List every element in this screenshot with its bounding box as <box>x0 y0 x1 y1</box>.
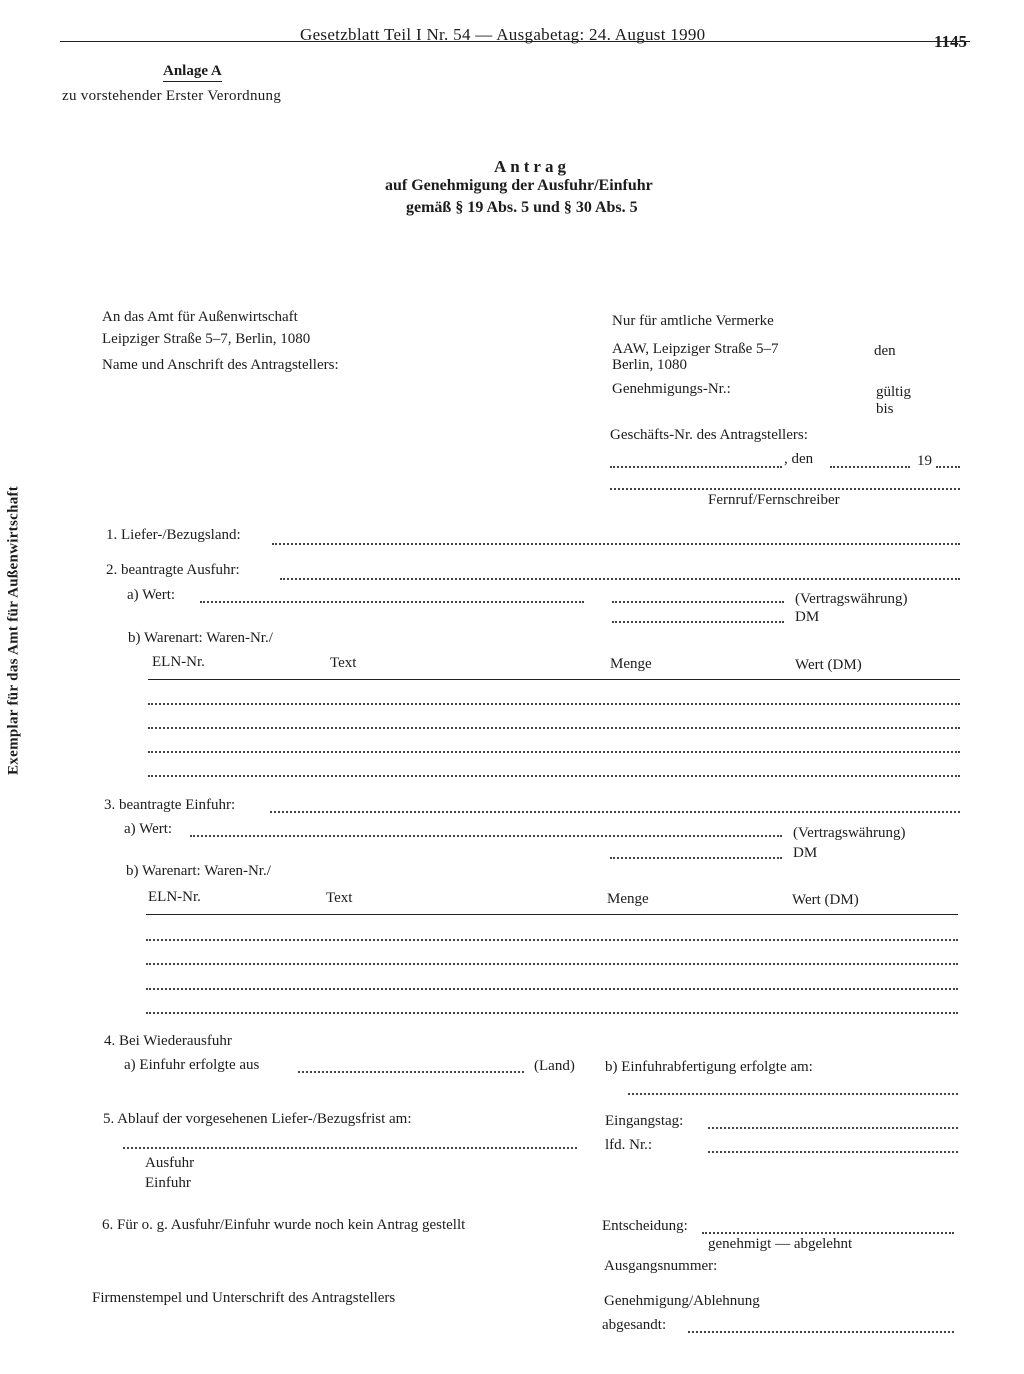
export-row-4[interactable] <box>148 775 960 777</box>
export-dm-field[interactable] <box>612 621 784 623</box>
deadline-import-label: Einfuhr <box>145 1175 191 1191</box>
official-heading: Nur für amtliche Vermerke <box>612 313 774 329</box>
reexport-origin-field[interactable] <box>298 1071 524 1073</box>
form-title-main: Antrag <box>494 157 570 176</box>
import-row-1[interactable] <box>146 939 958 941</box>
export-row-2[interactable] <box>148 727 960 729</box>
year-field[interactable] <box>936 466 960 468</box>
dispatched-field[interactable] <box>688 1331 954 1333</box>
export-table-rule <box>148 679 960 680</box>
den-label: den <box>874 343 896 359</box>
page-number: 1145 <box>934 32 968 51</box>
import-col-eln: ELN-Nr. <box>148 889 201 905</box>
phone-label: Fernruf/Fernschreiber <box>708 492 840 508</box>
business-number-field[interactable] <box>610 466 782 468</box>
supply-country-field[interactable] <box>272 543 960 545</box>
import-row-2[interactable] <box>146 963 958 965</box>
valid-until-label: bis <box>876 401 894 417</box>
annex-label: Anlage A <box>163 63 222 82</box>
aaw-address-line1: AAW, Leipziger Straße 5–7 <box>612 341 779 357</box>
year-prefix: 19 <box>917 453 932 469</box>
import-goods-label: b) Warenart: Waren-Nr./ <box>126 863 271 879</box>
export-row-1[interactable] <box>148 703 960 705</box>
form-title-subject: auf Genehmigung der Ausfuhr/Einfuhr <box>385 177 653 194</box>
import-table-rule <box>146 914 958 915</box>
export-col-value: Wert (DM) <box>795 657 862 673</box>
annex-subtitle: zu vorstehender Erster Verordnung <box>62 88 282 104</box>
import-col-quantity: Menge <box>607 891 649 907</box>
section5-label: 5. Ablauf der vorgesehenen Liefer-/Bezugsfrist am: <box>103 1111 412 1127</box>
export-currency-field[interactable] <box>612 601 784 603</box>
page-header-title: Gesetzblatt Teil I Nr. 54 — Ausgabetag: 24. August 1990 <box>300 25 706 44</box>
decision-field[interactable] <box>702 1232 954 1234</box>
import-clearance-field[interactable] <box>628 1093 958 1095</box>
import-col-value: Wert (DM) <box>792 892 859 908</box>
import-value-label: a) Wert: <box>124 821 173 837</box>
header-rule <box>60 41 970 42</box>
signature-label: Firmenstempel und Unterschrift des Antragstellers <box>92 1290 396 1306</box>
serial-number-label: lfd. Nr.: <box>605 1137 653 1153</box>
outgoing-number-label: Ausgangsnummer: <box>604 1258 718 1274</box>
deadline-export-label: Ausfuhr <box>145 1155 195 1171</box>
phone-field[interactable] <box>610 488 960 490</box>
import-currency-label: (Vertragswährung) <box>793 825 906 841</box>
aaw-address-line2: Berlin, 1080 <box>612 357 687 373</box>
recipient-line1: An das Amt für Außenwirtschaft <box>102 309 298 325</box>
export-field[interactable] <box>280 578 960 580</box>
export-col-eln: ELN-Nr. <box>152 654 205 670</box>
section1-label: 1. Liefer-/Bezugsland: <box>106 527 241 543</box>
import-clearance-label: b) Einfuhrabfertigung erfolgte am: <box>605 1059 813 1075</box>
form-title-legal-basis: gemäß § 19 Abs. 5 und § 30 Abs. 5 <box>406 199 638 216</box>
applicant-label: Name und Anschrift des Antragstellers: <box>102 357 339 373</box>
section4-label: 4. Bei Wiederausfuhr <box>104 1033 232 1049</box>
export-goods-label: b) Warenart: Waren-Nr./ <box>128 630 273 646</box>
business-number-label: Geschäfts-Nr. des Antragstellers: <box>610 427 808 443</box>
receipt-date-label: Eingangstag: <box>605 1113 684 1129</box>
valid-label: gültig <box>876 384 912 400</box>
decision-label: Entscheidung: <box>602 1218 688 1234</box>
decision-options-label: genehmigt — abgelehnt <box>708 1236 853 1252</box>
approval-rejection-label: Genehmigung/Ablehnung <box>604 1293 760 1309</box>
export-dm-label: DM <box>795 609 820 625</box>
import-row-4[interactable] <box>146 1012 958 1014</box>
export-currency-label: (Vertragswährung) <box>795 591 908 607</box>
section6-label: 6. Für o. g. Ausfuhr/Einfuhr wurde noch kein Antrag gestellt <box>102 1217 466 1233</box>
serial-number-field[interactable] <box>708 1151 958 1153</box>
date-field[interactable] <box>830 466 910 468</box>
approval-number-label: Genehmigungs-Nr.: <box>612 381 731 397</box>
import-col-text: Text <box>326 890 353 906</box>
reexport-land-label: (Land) <box>534 1058 575 1074</box>
dispatched-label: abgesandt: <box>602 1317 667 1333</box>
reexport-origin-label: a) Einfuhr erfolgte aus <box>124 1057 260 1073</box>
export-row-3[interactable] <box>148 751 960 753</box>
date-den-label: , den <box>784 451 814 467</box>
import-field[interactable] <box>270 811 960 813</box>
export-col-quantity: Menge <box>610 656 652 672</box>
export-value-label: a) Wert: <box>127 587 176 603</box>
export-col-text: Text <box>330 655 357 671</box>
section3-label: 3. beantragte Einfuhr: <box>104 797 236 813</box>
delivery-deadline-field[interactable] <box>123 1147 577 1149</box>
export-value-field[interactable] <box>200 601 584 603</box>
receipt-date-field[interactable] <box>708 1127 958 1129</box>
import-dm-field[interactable] <box>610 857 782 859</box>
import-row-3[interactable] <box>146 988 958 990</box>
import-value-field[interactable] <box>190 835 782 837</box>
import-dm-label: DM <box>793 845 818 861</box>
section2-label: 2. beantragte Ausfuhr: <box>106 562 240 578</box>
recipient-line2: Leipziger Straße 5–7, Berlin, 1080 <box>102 331 311 347</box>
